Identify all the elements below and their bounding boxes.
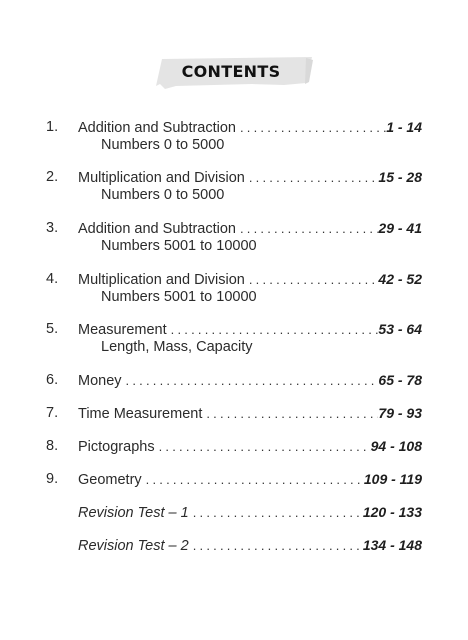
entry-number: 5. (46, 321, 59, 337)
entry-line (78, 270, 422, 289)
entry-line (78, 503, 422, 522)
entry-subtitle: Numbers 0 to 5000 (101, 137, 225, 153)
toc-entry-1[interactable] (0, 118, 468, 153)
dot-leader (245, 169, 379, 187)
dot-leader (202, 405, 378, 423)
entry-subtitle: Numbers 5001 to 10000 (101, 238, 257, 254)
entry-pages: 79 - 93 (378, 405, 422, 421)
entry-title: Multiplication and Division (78, 272, 245, 288)
entry-line (78, 168, 422, 187)
toc-entry-revision-2[interactable] (0, 536, 468, 556)
entry-number: 4. (46, 271, 59, 287)
entry-pages: 94 - 108 (370, 438, 422, 454)
entry-line (78, 404, 422, 423)
dot-leader (155, 438, 371, 456)
entry-number: 9. (46, 471, 59, 487)
page-title: CONTENTS (181, 62, 281, 81)
dot-leader (245, 271, 379, 289)
entry-title: Addition and Subtraction (78, 120, 236, 136)
entry-line (78, 320, 422, 339)
toc-entry-3[interactable] (0, 219, 468, 254)
entry-pages: 42 - 52 (378, 271, 422, 287)
entry-number: 2. (46, 169, 59, 185)
entry-pages: 65 - 78 (378, 372, 422, 388)
toc-entry-5[interactable] (0, 320, 468, 355)
dot-leader (189, 537, 363, 555)
entry-pages: 120 - 133 (362, 504, 422, 520)
entry-line (78, 118, 422, 137)
toc-entry-revision-1[interactable] (0, 503, 468, 523)
dot-leader (167, 321, 379, 339)
entry-number: 8. (46, 438, 59, 454)
entry-pages: 109 - 119 (363, 471, 422, 487)
entry-line (78, 219, 422, 238)
dot-leader (189, 504, 363, 522)
entry-number: 1. (46, 119, 59, 135)
entry-number: 3. (46, 220, 59, 236)
entry-pages: 29 - 41 (378, 220, 422, 236)
toc-entry-6[interactable] (0, 371, 468, 391)
entry-line (78, 437, 422, 456)
entry-line (78, 536, 422, 555)
entry-title: Money (78, 373, 122, 389)
entry-line (78, 371, 422, 390)
entry-pages: 15 - 28 (378, 169, 422, 185)
entry-title: Measurement (78, 322, 167, 338)
entry-subtitle: Numbers 5001 to 10000 (101, 289, 257, 305)
dot-leader (236, 119, 386, 137)
entry-title: Revision Test – 1 (78, 505, 189, 521)
entry-title: Addition and Subtraction (78, 221, 236, 237)
entry-pages: 1 - 14 (386, 119, 422, 135)
dot-leader (142, 471, 364, 489)
toc-entry-4[interactable] (0, 270, 468, 305)
entry-title: Revision Test – 2 (78, 538, 189, 554)
toc-entry-9[interactable] (0, 470, 468, 490)
entry-number: 6. (46, 372, 59, 388)
toc-entry-7[interactable] (0, 404, 468, 424)
entry-number: 7. (46, 405, 59, 421)
entry-subtitle: Numbers 0 to 5000 (101, 187, 225, 203)
dot-leader (122, 372, 379, 390)
entry-pages: 134 - 148 (362, 537, 422, 553)
entry-title: Multiplication and Division (78, 170, 245, 186)
entry-title: Pictographs (78, 439, 155, 455)
entry-line (78, 470, 422, 489)
toc-entry-2[interactable] (0, 168, 468, 203)
dot-leader (236, 220, 378, 238)
entry-title: Geometry (78, 472, 142, 488)
contents-banner (156, 56, 314, 88)
entry-title: Time Measurement (78, 406, 203, 422)
toc-entry-8[interactable] (0, 437, 468, 457)
entry-pages: 53 - 64 (378, 321, 422, 337)
entry-subtitle: Length, Mass, Capacity (101, 339, 253, 355)
